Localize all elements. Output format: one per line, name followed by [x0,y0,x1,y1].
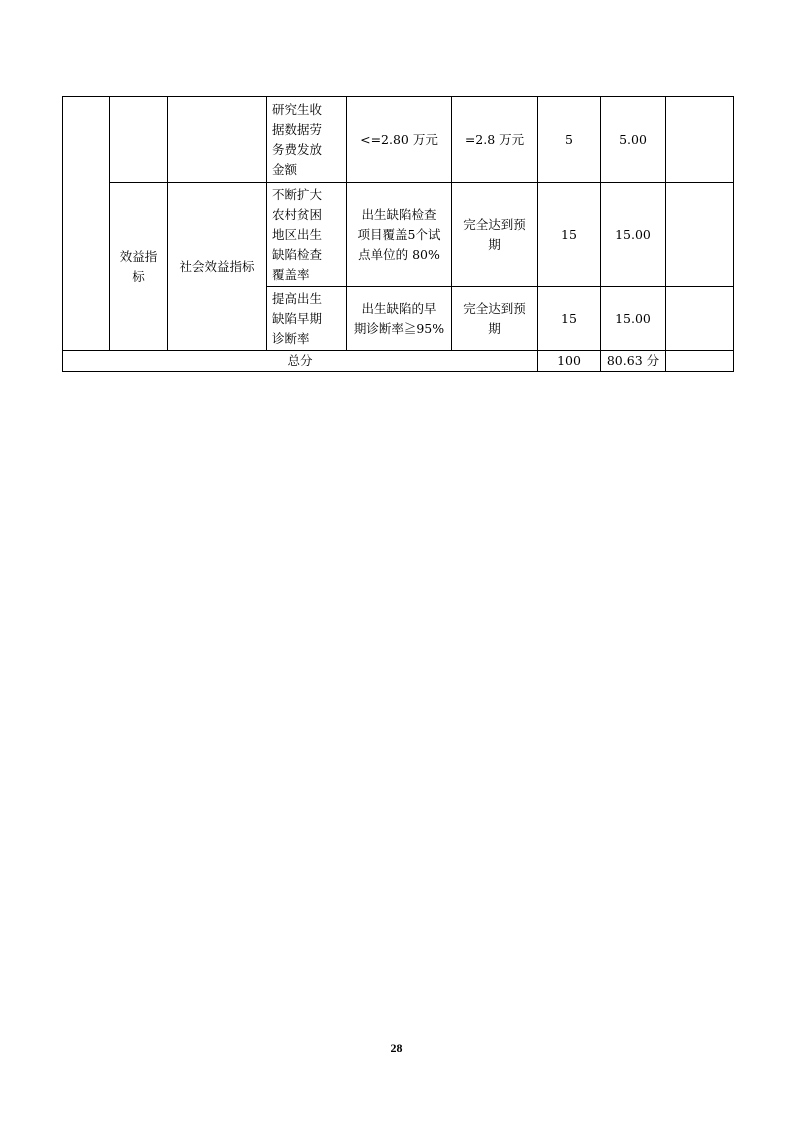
indicator-text: 研究生收 据数据劳 务费发放 金额 [272,101,323,177]
actual-cell [452,183,538,287]
category-level1-cell [63,97,110,351]
score-cell [601,97,666,183]
note-cell [666,287,734,351]
performance-table [62,96,734,372]
indicator-cell [267,287,347,351]
table-row [63,97,734,183]
score-cell [601,183,666,287]
actual-text: 完全达到预 期 [463,216,526,252]
target-cell [347,287,452,351]
target-text: 出生缺陷检查 项目覆盖5个试 点单位的 80% [357,206,441,262]
target-text: 出生缺陷的早 期诊断率≧95% [353,300,445,336]
total-weight-cell [538,351,601,372]
weight-cell [538,287,601,351]
weight-text: 15 [561,226,577,242]
actual-text: =2.8 万元 [464,131,525,147]
total-label: 总分 [287,353,313,368]
weight-cell [538,183,601,287]
total-score: 80.63 分 [606,353,660,368]
weight-text: 15 [561,310,577,326]
table-row [63,183,734,287]
actual-cell [452,97,538,183]
indicator-text: 提高出生 缺陷早期 诊断率 [272,290,323,346]
benefit-category-cell [110,183,168,351]
score-text: 15.00 [615,310,651,326]
indicator-text: 不断扩大 农村贫困 地区出生 缺陷检查 覆盖率 [272,186,323,282]
target-cell [347,183,452,287]
score-cell [601,287,666,351]
category-level3-cell [168,97,267,183]
indicator-cell [267,97,347,183]
total-score-cell [601,351,666,372]
target-cell [347,97,452,183]
category-level2-cell [110,97,168,183]
indicator-cell [267,183,347,287]
note-cell [666,97,734,183]
actual-cell [452,287,538,351]
total-label-cell [63,351,538,372]
social-benefit-category-cell [168,183,267,351]
weight-text: 5 [565,131,573,147]
total-weight: 100 [557,353,581,368]
score-text: 5.00 [619,131,647,147]
benefit-category-text: 效益指 标 [119,248,158,284]
page-number: 28 [390,1041,403,1055]
total-note-cell [666,351,734,372]
social-benefit-category-text: 社会效益指标 [179,258,255,274]
note-cell [666,183,734,287]
actual-text: 完全达到预 期 [463,300,526,336]
weight-cell [538,97,601,183]
score-text: 15.00 [615,226,651,242]
target-text: <=2.80 万元 [360,131,438,147]
total-row [63,351,734,372]
